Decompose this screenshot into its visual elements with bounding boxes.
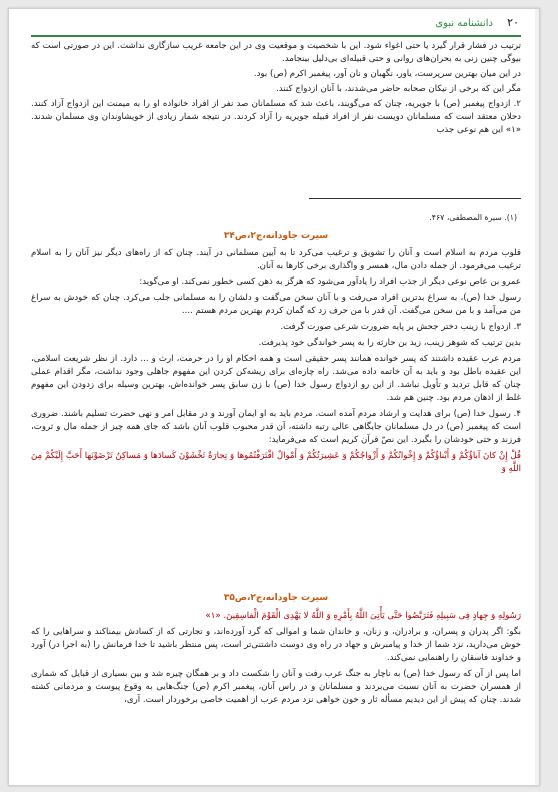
paragraph: ترتیب در فشار قرار گیرد یا حتی اغواء شود. این با شخصیت و موقعیت وی در این جامعه غریب سازگاری نداشت. این در صورتی است که بیوگی چنین زنی به بحران‌های روانی و حتی قبیله‌ای بی‌دلیل بینجامد. <box>31 41 521 64</box>
section-title: سیرت جاودانه،ج۲،ص۳۵ <box>223 593 329 603</box>
section-text-block <box>31 610 521 707</box>
footnote-separator <box>309 198 521 199</box>
paragraph: رسول خدا (ص)، به سراغ بدترین افراد می‌رفت و با آنان سخن می‌گفت و دلشان را به مسلمانی جلب می‌کرد. چنان که خودش به سراغ من می‌آمد و با من سخن می‌گفت. آن قدر با من حرف زد که گمان کردم بهترین مردم هستم .... <box>31 293 521 316</box>
paragraph: اما پس از آن که رسول خدا (ص) به ناچار به جنگ عرب رفت و آنان را شکست داد و بر همگان چیره شد و بین بسیاری از قبایل که شماری از همسران حضرت به آنان نسبت می‌بردند و مسلمانان و در راس آنان، پیغمبر اکرم (ص) جنگ‌هایی به وقوع پیوست و مردمانی کشته شدند. چنان که پیش از این دیدیم مسأله ثار و خون خواهی نزد مردم عرب از اهمیت خاصی برخوردار است. آری، <box>31 669 521 705</box>
top-text-block <box>31 40 521 137</box>
quran-verse: قُلْ إِنْ کانَ آباؤُکُمْ وَ أَبْناؤُکُمْ وَ إِخْوانُکُمْ وَ أَزْواجُکُمْ وَ عَشِیرَتُکُمْ وَ أَمْوالٌ اقْتَرَفْتُمُوها وَ تِجارَةٌ تَخْشَوْنَ کَسادَها وَ مَساکِنُ تَرْضَوْنَها أَحَبَّ إِلَیْکُمْ مِنَ اللَّهِ وَ <box>31 451 521 474</box>
document-page <box>8 8 540 786</box>
footnote: (۱). سیرة المصطفی، ۴۶۷. <box>429 213 517 222</box>
section-title: سیرت جاودانه،ج۲،ص۳۴ <box>223 231 329 241</box>
page-number: ۲۰ <box>507 16 519 29</box>
paragraph: در این میان بهترین سرپرست، یاور، نگهبان و نان آور، پیغمبر اکرم (ص) بود. <box>253 69 521 79</box>
paragraph: بدین ترتیب که شوهر زینب، زید بن حارثه را به پسر خواندگی خود پذیرفت. <box>258 338 521 348</box>
paragraph: ۴. رسول خدا (ص) برای هدایت و ارشاد مردم آمده است. مردم باید به او ایمان آورند و در مقابل امر و نهی حضرت تسلیم باشند. ضروری است که پیغمبر (ص) در دل مسلمانان جایگاهی عالی رتبه داشته، آن قدر محبوب قلوب آنان باشد که جای همه چیز از جمله مال و ثروت، فرزند و حتی خودشان را بگیرد. این نصّ قرآن کریم است که می‌فرماید: <box>31 409 521 445</box>
book-title: دانشنامه نبوی <box>435 18 493 29</box>
paragraph: ۲. ازدواج پیغمبر (ص) با جویریه، چنان که می‌گویند، باعث شد که مسلمانان صد نفر از افراد خانواده او را به میمنت این ازدواج آزاد کنند. دحلان معتقد است که مسلمانان دویست نفر از افراد قبیله جویریه را آزاد کردند. در نتیجه شمار زیادی از خویشاوندان وی مسلمان شدند. «۱» این هم نوعی جذب <box>31 99 521 135</box>
paragraph: عمرو بن عاص نوعی دیگر از جذب افراد را یادآور می‌شود که هرگز به ذهن کسی خطور نمی‌کند. او می‌گوید: <box>139 277 521 287</box>
paragraph: ۳. ازدواج با زینب دختر جحش بر پایه ضرورت شرعی صورت گرفت. <box>280 322 521 332</box>
page-header <box>31 15 521 37</box>
section-text-block <box>31 247 521 476</box>
quran-verse: رَسُولِهِ وَ جِهادٍ فِی سَبِیلِهِ فَتَرَبَّصُوا حَتَّی یَأْتِیَ اللَّهُ بِأَمْرِهِ وَ اللَّهُ لا یَهْدِی الْقَوْمَ الْفاسِقِینَ. «۱» <box>205 611 521 621</box>
vertical-scrollbar[interactable] <box>535 9 539 785</box>
paragraph: مگر این که برخی از نیکان صحابه حاضر می‌شدند، با آنان ازدواج کنند. <box>276 84 521 94</box>
paragraph: بگو: اگر پدران و پسران، و برادران، و زنان، و خاندان شما و اموالی که گرد آورده‌اند، و تجارتی که از کسادش بیمناکند و سراهایی را که خوش می‌دارید، نزد شما از خدا و پیامبرش و جهاد در راه وی دوست داشتنی‌تر است، پس منتظر باشید تا خدا فرمانش را (به اجرا در) آورد و خداوند فاسقان را راهنمایی نمی‌کند. <box>31 627 521 663</box>
paragraph: قلوب مردم به اسلام است و آنان را تشویق و ترغیب می‌کرد تا به آیین مسلمانی در آیند. چنان که از راه‌های دیگر نیز آنان را به اسلام ترغیب می‌فرمود. از جمله دادن مال، همسر و واگذاری برخی کارها به آنان. <box>31 248 521 271</box>
paragraph: مردم عرب عقیده داشتند که پسر خوانده همانند پسر حقیقی است و همه احکام او را در حرمت، ارث و ... دارد. از نظر شریعت اسلامی، این عقیده باطل بود و باید به آن خاتمه داده می‌شد. راه چاره‌ای برای ریشه‌کن کردن این مفهوم جاهلی وجود نداشت، مگر اقدام عملی چنان که قابل تردید و تأویل نباشد. از این رو ازدواج رسول خدا (ص) با زن سابق پسر خوانده‌اش، بهترین وسیله برای زدودن این مفهوم غلط از اذهان مردم بود. چنین هم شد. <box>31 354 521 403</box>
